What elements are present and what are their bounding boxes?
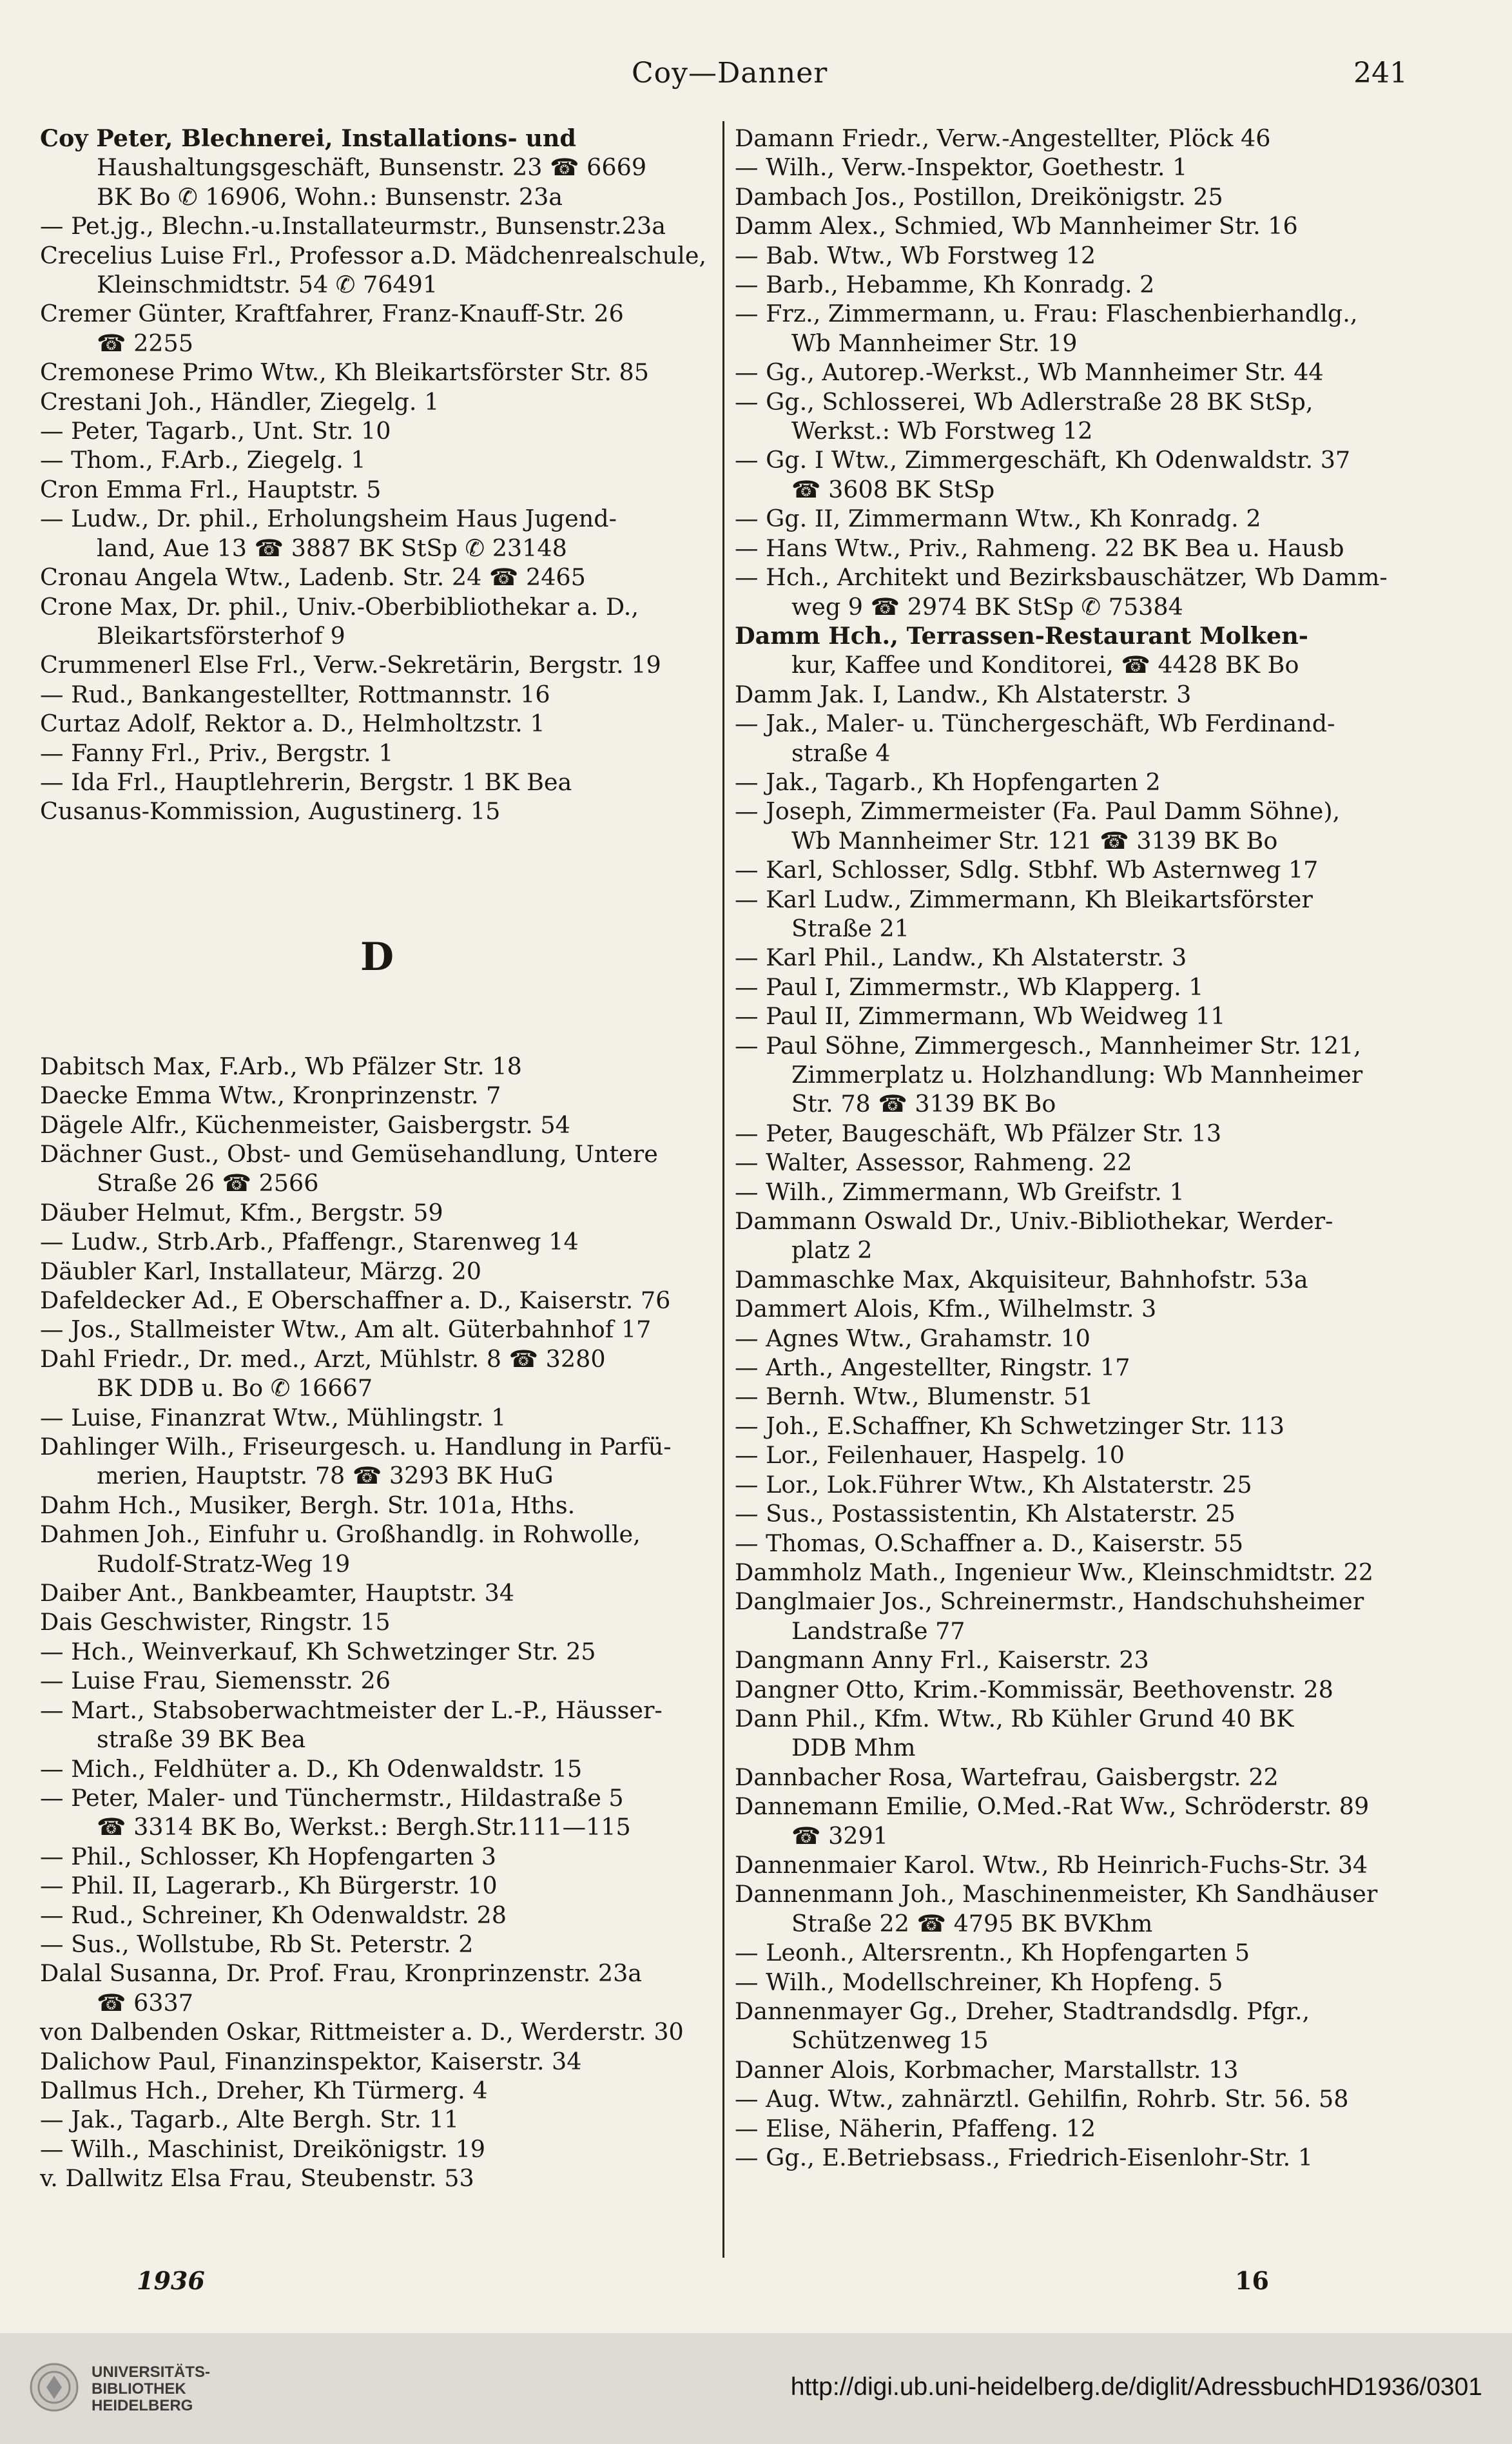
directory-entry: Däubler Karl, Installateur, Märzg. 20	[40, 1257, 482, 1285]
directory-entry: Cremonese Primo Wtw., Kh Bleikartsförster Str. 85	[40, 358, 649, 387]
directory-entry: — Rud., Bankangestellter, Rottmannstr. 16	[40, 680, 550, 708]
directory-entry: Daiber Ant., Bankbeamter, Hauptstr. 34	[40, 1579, 515, 1607]
directory-entry: ☎ 2255	[97, 329, 193, 357]
directory-entry: — Gg., Schlosserei, Wb Adlerstraße 28 BK StSp,	[735, 387, 1313, 416]
directory-entry: Dannemann Emilie, O.Med.-Rat Ww., Schröderstr. 89	[735, 1792, 1370, 1821]
directory-entry: — Wilh., Verw.-Inspektor, Goethestr. 1	[735, 153, 1188, 182]
institution-line: HEIDELBERG	[92, 2397, 193, 2414]
directory-entry: — Bab. Wtw., Wb Forstweg 12	[735, 241, 1096, 269]
directory-entry: Zimmerplatz u. Holzhandlung: Wb Mannheimer	[791, 1061, 1363, 1089]
directory-entry: — Rud., Schreiner, Kh Odenwaldstr. 28	[40, 1901, 507, 1929]
directory-entry: — Gg. II, Zimmermann Wtw., Kh Konradg. 2	[735, 505, 1261, 533]
directory-entry: — Barb., Hebamme, Kh Konradg. 2	[735, 271, 1155, 299]
directory-entry: — Peter, Tagarb., Unt. Str. 10	[40, 417, 391, 445]
page-number: 241	[1353, 57, 1408, 90]
directory-entry: Cusanus-Kommission, Augustinerg. 15	[40, 797, 501, 826]
directory-entry: — Karl Phil., Landw., Kh Alstaterstr. 3	[735, 944, 1187, 972]
directory-entry: — Hans Wtw., Priv., Rahmeng. 22 BK Bea u. Hausb	[735, 534, 1344, 562]
source-url[interactable]: http://digi.ub.uni-heidelberg.de/diglit/AdressbuchHD1936/0301	[790, 2373, 1482, 2401]
right-entries	[735, 124, 1405, 2172]
directory-entry: Kleinschmidtstr. 54 ✆ 76491	[97, 271, 438, 299]
directory-entry: — Elise, Näherin, Pfaffeng. 12	[735, 2114, 1096, 2142]
directory-entry: — Leonh., Altersrentn., Kh Hopfengarten 5	[735, 1939, 1250, 1967]
right-column	[735, 124, 1405, 2172]
directory-entry: Crestani Joh., Händler, Ziegelg. 1	[40, 387, 440, 416]
directory-entry: Damann Friedr., Verw.-Angestellter, Plöck 46	[735, 124, 1271, 152]
directory-entry: Dangner Otto, Krim.-Kommissär, Beethovenstr. 28	[735, 1675, 1333, 1703]
directory-entry: BK Bo ✆ 16906, Wohn.: Bunsenstr. 23a	[97, 182, 563, 211]
directory-entry: ☎ 3608 BK StSp	[791, 475, 995, 503]
left-top-entries	[40, 124, 714, 826]
directory-entry: — Frz., Zimmermann, u. Frau: Flaschenbierhandlg.,	[735, 300, 1358, 328]
directory-entry: — Wilh., Modellschreiner, Kh Hopfeng. 5	[735, 1968, 1223, 1996]
directory-entry: — Karl Ludw., Zimmermann, Kh Bleikartsförster	[735, 885, 1313, 913]
directory-entry: — Arth., Angestellter, Ringstr. 17	[735, 1353, 1130, 1382]
directory-entry: — Thomas, O.Schaffner a. D., Kaiserstr. 55	[735, 1529, 1244, 1557]
institution-line: UNIVERSITÄTS-	[92, 2363, 211, 2381]
directory-entry: land, Aue 13 ☎ 3887 BK StSp ✆ 23148	[97, 534, 567, 562]
directory-entry: Dächner Gust., Obst- und Gemüsehandlung, Untere	[40, 1140, 658, 1168]
directory-entry: straße 4	[791, 739, 891, 767]
directory-entry: kur, Kaffee und Konditorei, ☎ 4428 BK Bo	[791, 651, 1299, 679]
directory-entry: Crummenerl Else Frl., Verw.-Sekretärin, Bergstr. 19	[40, 651, 661, 679]
directory-entry: — Hch., Weinverkauf, Kh Schwetzinger Str. 25	[40, 1637, 596, 1665]
footer-year: 1936	[137, 2266, 205, 2295]
directory-entry: — Lor., Feilenhauer, Haspelg. 10	[735, 1441, 1125, 1469]
directory-entry: von Dalbenden Oskar, Rittmeister a. D., Werderstr. 30	[40, 2018, 684, 2046]
directory-entry: Danner Alois, Korbmacher, Marstallstr. 13	[735, 2055, 1239, 2084]
institution-line: BIBLIOTHEK	[92, 2380, 186, 2398]
institution-name	[92, 2364, 210, 2414]
directory-entry: — Ludw., Strb.Arb., Pfaffengr., Starenweg 14	[40, 1228, 579, 1256]
directory-entry: — Peter, Maler- und Tünchermstr., Hildastraße 5	[40, 1783, 624, 1812]
directory-entry: — Wilh., Maschinist, Dreikönigstr. 19	[40, 2135, 486, 2163]
section-letter: D	[360, 934, 394, 980]
directory-entry: — Lor., Lok.Führer Wtw., Kh Alstaterstr. 25	[735, 1470, 1252, 1498]
directory-entry: Wb Mannheimer Str. 121 ☎ 3139 BK Bo	[791, 826, 1278, 855]
left-bottom-entries	[40, 1052, 714, 2193]
directory-entry: Bleikartsförsterhof 9	[97, 621, 345, 650]
directory-entry: Curtaz Adolf, Rektor a. D., Helmholtzstr. 1	[40, 710, 545, 738]
directory-entry: Werkst.: Wb Forstweg 12	[791, 417, 1093, 445]
directory-entry: — Ludw., Dr. phil., Erholungsheim Haus Jugend-	[40, 505, 617, 533]
directory-entry: Dangmann Anny Frl., Kaiserstr. 23	[735, 1646, 1149, 1674]
directory-entry: ☎ 3291	[791, 1821, 888, 1850]
directory-entry: Dahl Friedr., Dr. med., Arzt, Mühlstr. 8 ☎ 3280	[40, 1344, 606, 1373]
directory-entry: Dahm Hch., Musiker, Bergh. Str. 101a, Hths.	[40, 1491, 576, 1519]
left-column	[40, 124, 714, 2193]
directory-entry: ☎ 3314 BK Bo, Werkst.: Bergh.Str.111—115	[97, 1813, 631, 1841]
directory-entry: Dalichow Paul, Finanzinspektor, Kaiserstr. 34	[40, 2047, 582, 2075]
directory-entry: Schützenweg 15	[791, 2026, 989, 2055]
directory-entry: — Paul Söhne, Zimmergesch., Mannheimer Str. 121,	[735, 1031, 1361, 1060]
directory-entry: — Paul II, Zimmermann, Wb Weidweg 11	[735, 1002, 1226, 1031]
directory-entry: Crone Max, Dr. phil., Univ.-Oberbibliothekar a. D.,	[40, 592, 639, 621]
directory-entry: Straße 21	[791, 914, 909, 942]
directory-entry: — Phil., Schlosser, Kh Hopfengarten 3	[40, 1842, 496, 1870]
directory-entry: Dammert Alois, Kfm., Wilhelmstr. 3	[735, 1295, 1157, 1323]
directory-entry: — Jak., Maler- u. Tünchergeschäft, Wb Ferdinand-	[735, 710, 1335, 738]
directory-entry: — Sus., Postassistentin, Kh Alstaterstr. 25	[735, 1500, 1236, 1528]
directory-entry: — Luise Frau, Siemensstr. 26	[40, 1667, 391, 1695]
directory-entry: — Aug. Wtw., zahnärztl. Gehilfin, Rohrb. Str. 56. 58	[735, 2085, 1349, 2113]
directory-entry: ☎ 6337	[97, 1988, 193, 2017]
directory-entry: — Ida Frl., Hauptlehrerin, Bergstr. 1 BK Bea	[40, 768, 572, 796]
directory-entry: Dais Geschwister, Ringstr. 15	[40, 1608, 391, 1636]
directory-entry: Dallmus Hch., Dreher, Kh Türmerg. 4	[40, 2076, 488, 2104]
directory-entry: Dägele Alfr., Küchenmeister, Gaisbergstr. 54	[40, 1110, 570, 1139]
directory-entry: — Gg., Autorep.-Werkst., Wb Mannheimer Str. 44	[735, 358, 1324, 387]
directory-entry: Coy Peter, Blechnerei, Installations- und	[40, 124, 576, 152]
directory-entry: Str. 78 ☎ 3139 BK Bo	[791, 1090, 1056, 1118]
directory-entry: Dannenmann Joh., Maschinenmeister, Kh Sandhäuser	[735, 1880, 1378, 1908]
directory-entry: weg 9 ☎ 2974 BK StSp ✆ 75384	[791, 592, 1183, 621]
directory-entry: Damm Jak. I, Landw., Kh Alstaterstr. 3	[735, 680, 1192, 708]
directory-entry: Dahmen Joh., Einfuhr u. Großhandlg. in Rohwolle,	[40, 1520, 641, 1549]
directory-entry: — Fanny Frl., Priv., Bergstr. 1	[40, 739, 394, 767]
directory-entry: Landstraße 77	[791, 1616, 965, 1645]
directory-entry: Dalal Susanna, Dr. Prof. Frau, Kronprinzenstr. 23a	[40, 1959, 643, 1988]
directory-entry: — Wilh., Zimmermann, Wb Greifstr. 1	[735, 1178, 1185, 1206]
library-bar	[0, 2333, 1512, 2444]
directory-entry: — Thom., F.Arb., Ziegelg. 1	[40, 446, 366, 474]
directory-entry: Dann Phil., Kfm. Wtw., Rb Kühler Grund 40 BK	[735, 1704, 1294, 1732]
directory-entry: — Jak., Tagarb., Alte Bergh. Str. 11	[40, 2106, 460, 2134]
directory-entry: Daecke Emma Wtw., Kronprinzenstr. 7	[40, 1081, 501, 1110]
directory-entry: Dambach Jos., Postillon, Dreikönigstr. 25	[735, 182, 1223, 211]
directory-entry: — Gg. I Wtw., Zimmergeschäft, Kh Odenwaldstr. 37	[735, 446, 1351, 474]
directory-entry: Cronau Angela Wtw., Ladenb. Str. 24 ☎ 2465	[40, 563, 586, 592]
directory-entry: — Mart., Stabsoberwachtmeister der L.-P., Häusser-	[40, 1696, 663, 1724]
directory-entry: — Luise, Finanzrat Wtw., Mühlingstr. 1	[40, 1403, 507, 1431]
directory-entry: Straße 26 ☎ 2566	[97, 1169, 319, 1198]
directory-entry: straße 39 BK Bea	[97, 1725, 306, 1754]
directory-entry: Dammholz Math., Ingenieur Ww., Kleinschmidtstr. 22	[735, 1558, 1374, 1586]
directory-entry: Dannenmayer Gg., Dreher, Stadtrandsdlg. Pfgr.,	[735, 1997, 1310, 2025]
directory-entry: DDB Mhm	[791, 1734, 916, 1762]
directory-entry: — Walter, Assessor, Rahmeng. 22	[735, 1149, 1132, 1177]
footer-sheet-number: 16	[1235, 2266, 1269, 2295]
directory-entry: Dannenmaier Karol. Wtw., Rb Heinrich-Fuchs-Str. 34	[735, 1850, 1368, 1879]
directory-entry: — Karl, Schlosser, Sdlg. Stbhf. Wb Asternweg 17	[735, 856, 1319, 884]
directory-entry: Däuber Helmut, Kfm., Bergstr. 59	[40, 1198, 443, 1227]
directory-entry: — Paul I, Zimmermstr., Wb Klapperg. 1	[735, 973, 1204, 1001]
directory-entry: Dafeldecker Ad., E Oberschaffner a. D., Kaiserstr. 76	[40, 1286, 671, 1314]
directory-entry: — Sus., Wollstube, Rb St. Peterstr. 2	[40, 1930, 474, 1958]
column-divider	[722, 121, 724, 2258]
directory-entry: BK DDB u. Bo ✆ 16667	[97, 1374, 373, 1402]
directory-entry: — Joh., E.Schaffner, Kh Schwetzinger Str. 113	[735, 1411, 1284, 1440]
directory-entry: Crecelius Luise Frl., Professor a.D. Mädchenrealschule,	[40, 241, 707, 269]
directory-entry: — Mich., Feldhüter a. D., Kh Odenwaldstr. 15	[40, 1754, 583, 1783]
directory-entry: — Joseph, Zimmermeister (Fa. Paul Damm Söhne),	[735, 797, 1341, 826]
page-title: Coy—Danner	[632, 57, 828, 90]
page-header	[0, 57, 1512, 95]
directory-entry: Danglmaier Jos., Schreinermstr., Handschuhsheimer	[735, 1587, 1364, 1616]
directory-entry: Dabitsch Max, F.Arb., Wb Pfälzer Str. 18	[40, 1052, 522, 1080]
directory-entry: Straße 22 ☎ 4795 BK BVKhm	[791, 1909, 1153, 1937]
directory-entry: — Bernh. Wtw., Blumenstr. 51	[735, 1382, 1094, 1411]
directory-entry: Wb Mannheimer Str. 19	[791, 329, 1078, 357]
directory-entry: — Gg., E.Betriebsass., Friedrich-Eisenlohr-Str. 1	[735, 2144, 1313, 2172]
directory-entry: — Peter, Baugeschäft, Wb Pfälzer Str. 13	[735, 1119, 1222, 1147]
directory-entry: merien, Hauptstr. 78 ☎ 3293 BK HuG	[97, 1462, 554, 1490]
directory-entry: v. Dallwitz Elsa Frau, Steubenstr. 53	[40, 2164, 474, 2193]
directory-entry: Dammann Oswald Dr., Univ.-Bibliothekar, Werder-	[735, 1207, 1333, 1236]
directory-entry: — Jak., Tagarb., Kh Hopfengarten 2	[735, 768, 1161, 796]
directory-entry: Damm Alex., Schmied, Wb Mannheimer Str. 16	[735, 212, 1298, 240]
directory-entry: — Hch., Architekt und Bezirksbauschätzer, Wb Damm-	[735, 563, 1388, 592]
directory-entry: Damm Hch., Terrassen-Restaurant Molken-	[735, 621, 1308, 650]
directory-entry: platz 2	[791, 1236, 873, 1265]
directory-entry: — Agnes Wtw., Grahamstr. 10	[735, 1324, 1090, 1352]
directory-entry: Dannbacher Rosa, Wartefrau, Gaisbergstr. 22	[735, 1763, 1279, 1791]
directory-entry: Cremer Günter, Kraftfahrer, Franz-Knauff-Str. 26	[40, 300, 624, 328]
directory-entry: Dammaschke Max, Akquisiteur, Bahnhofstr. 53a	[735, 1265, 1308, 1294]
directory-entry: Haushaltungsgeschäft, Bunsenstr. 23 ☎ 6669	[97, 153, 647, 182]
directory-entry: — Phil. II, Lagerarb., Kh Bürgerstr. 10	[40, 1872, 498, 1900]
directory-entry: Rudolf-Stratz-Weg 19	[97, 1549, 351, 1578]
directory-entry: — Jos., Stallmeister Wtw., Am alt. Güterbahnhof 17	[40, 1315, 652, 1344]
directory-entry: — Pet.jg., Blechn.-u.Installateurmstr., Bunsenstr.23a	[40, 212, 666, 240]
university-seal-icon	[28, 2362, 80, 2413]
directory-entry: Cron Emma Frl., Hauptstr. 5	[40, 475, 382, 503]
directory-entry: Dahlinger Wilh., Friseurgesch. u. Handlung in Parfü-	[40, 1433, 672, 1461]
